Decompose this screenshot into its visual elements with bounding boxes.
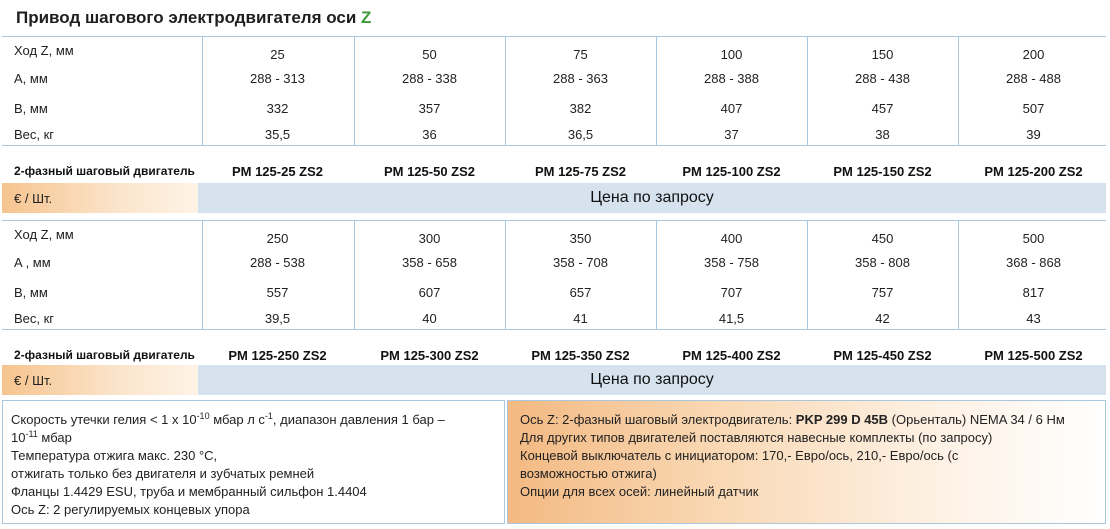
spec-row-b [2, 278, 1106, 306]
spec-row-stroke [2, 220, 1106, 248]
axis-letter: Z [361, 8, 372, 27]
model-name: PM 125-75 ZS2 [534, 163, 627, 179]
row-label-a: A, мм [14, 70, 48, 86]
note-bake-condition: отжигать только без двигателя и зубчатых ремней [11, 466, 315, 481]
table-cell-weight: 37 [724, 126, 739, 142]
note-motor: Ось Z: 2-фазный шаговый электродвигатель: PKP 299 D 45B (Орьенталь) NEMA 34 / 6 Нм [520, 412, 1065, 427]
table-cell-a: 288 - 313 [250, 70, 305, 86]
note-leak-rate: Скорость утечки гелия < 1 x $10^{-10}$ мбар л $с^{-1}$, диапазон давления 1 бар – [11, 411, 445, 427]
table-cell-b: 757 [871, 284, 894, 300]
spec-table-1 [2, 36, 1106, 146]
price-row-1 [2, 183, 1106, 213]
spec-row-a [2, 248, 1106, 276]
table-cell-b: 707 [720, 284, 743, 300]
table-cell-b: 507 [1022, 100, 1045, 116]
table-cell-stroke: 500 [1022, 230, 1045, 246]
spec-table-2 [2, 220, 1106, 330]
model-name: PM 125-250 ZS2 [228, 347, 327, 363]
motor-type-label: 2-фазный шаговый двигатель [14, 164, 195, 178]
table-cell-a: 358 - 708 [553, 254, 608, 270]
table-cell-b: 607 [418, 284, 441, 300]
price-row-2 [2, 365, 1106, 395]
table-cell-weight: 38 [875, 126, 890, 142]
model-name: PM 125-100 ZS2 [682, 163, 781, 179]
table-cell-a: 288 - 388 [704, 70, 759, 86]
row-label-weight: Вес, кг [14, 126, 55, 142]
note-limit-switch: Концевой выключатель с инициатором: 170,- Евро/ось, 210,- Евро/ось (с [520, 448, 959, 463]
spec-row-stroke [2, 36, 1106, 64]
spec-row-b [2, 94, 1106, 122]
table-cell-a: 288 - 538 [250, 254, 305, 270]
model-name: PM 125-150 ZS2 [833, 163, 932, 179]
table-cell-b: 332 [266, 100, 289, 116]
table-cell-b: 557 [266, 284, 289, 300]
table-cell-weight: 41,5 [718, 310, 745, 326]
table-cell-weight: 41 [573, 310, 588, 326]
table-cell-a: 288 - 438 [855, 70, 910, 86]
row-label-b: B, мм [14, 100, 48, 116]
spec-row-weight [2, 306, 1106, 330]
spec-row-a [2, 64, 1106, 92]
table-cell-stroke: 300 [418, 230, 441, 246]
model-name: PM 125-200 ZS2 [984, 163, 1083, 179]
row-label-b: B, мм [14, 284, 48, 300]
table-cell-stroke: 450 [871, 230, 894, 246]
model-name: PM 125-50 ZS2 [383, 163, 476, 179]
table-cell-stroke: 100 [720, 46, 743, 62]
model-name: PM 125-350 ZS2 [531, 347, 630, 363]
table-cell-weight: 39,5 [264, 310, 291, 326]
table-cell-weight: 35,5 [264, 126, 291, 142]
table-cell-a: 358 - 808 [855, 254, 910, 270]
table-cell-b: 407 [720, 100, 743, 116]
model-name: PM 125-500 ZS2 [984, 347, 1083, 363]
note-materials: Фланцы 1.4429 ESU, труба и мембранный сильфон 1.4404 [11, 484, 367, 499]
price-label: € / Шт. [2, 365, 198, 395]
table-cell-stroke: 250 [266, 230, 289, 246]
model-name: PM 125-25 ZS2 [231, 163, 324, 179]
table-cell-stroke: 400 [720, 230, 743, 246]
motor-type-label: 2-фазный шаговый двигатель [14, 348, 195, 362]
table-cell-a: 288 - 488 [1006, 70, 1061, 86]
row-label-stroke: Ход Z, мм [14, 226, 74, 242]
table-cell-stroke: 75 [573, 46, 588, 62]
table-cell-b: 817 [1022, 284, 1045, 300]
row-label-weight: Вес, кг [14, 310, 55, 326]
price-value: Цена по запросу [198, 183, 1106, 213]
notes-right [507, 400, 1106, 524]
table-cell-a: 368 - 868 [1006, 254, 1061, 270]
model-name: PM 125-300 ZS2 [380, 347, 479, 363]
price-value: Цена по запросу [198, 365, 1106, 395]
table-cell-b: 457 [871, 100, 894, 116]
table-cell-a: 358 - 658 [402, 254, 457, 270]
page-title: Привод шагового электродвигателя оси Z [16, 8, 372, 27]
table-cell-weight: 36 [422, 126, 437, 142]
note-end-stops: Ось Z: 2 регулируемых концевых упора [11, 502, 250, 517]
note-bake-temp: Температура отжига макс. 230 °C, [11, 448, 218, 463]
table-cell-stroke: 150 [871, 46, 894, 62]
table-cell-b: 382 [569, 100, 592, 116]
table-cell-a: 358 - 758 [704, 254, 759, 270]
row-label-a: A , мм [14, 254, 51, 270]
model-name: PM 125-400 ZS2 [682, 347, 781, 363]
notes-left [2, 400, 505, 524]
table-cell-weight: 36,5 [567, 126, 594, 142]
table-cell-b: 357 [418, 100, 441, 116]
table-cell-weight: 39 [1026, 126, 1041, 142]
spec-row-weight [2, 122, 1106, 146]
model-row-1 [2, 156, 1106, 186]
note-other-motors: Для других типов двигателей поставляются навесные комплекты (по запросу) [520, 430, 993, 445]
note-pressure-range: $10^{-11}$ мбар [11, 429, 72, 445]
table-cell-stroke: 50 [422, 46, 437, 62]
table-cell-stroke: 350 [569, 230, 592, 246]
table-cell-weight: 43 [1026, 310, 1041, 326]
model-name: PM 125-450 ZS2 [833, 347, 932, 363]
table-cell-b: 657 [569, 284, 592, 300]
table-cell-stroke: 25 [270, 46, 285, 62]
table-cell-stroke: 200 [1022, 46, 1045, 62]
row-label-stroke: Ход Z, мм [14, 42, 74, 58]
table-cell-a: 288 - 363 [553, 70, 608, 86]
note-limit-switch-cont: возможностью отжига) [520, 466, 657, 481]
price-label: € / Шт. [2, 183, 198, 213]
table-cell-weight: 40 [422, 310, 437, 326]
table-cell-weight: 42 [875, 310, 890, 326]
table-cell-a: 288 - 338 [402, 70, 457, 86]
note-options: Опции для всех осей: линейный датчик [520, 484, 759, 499]
